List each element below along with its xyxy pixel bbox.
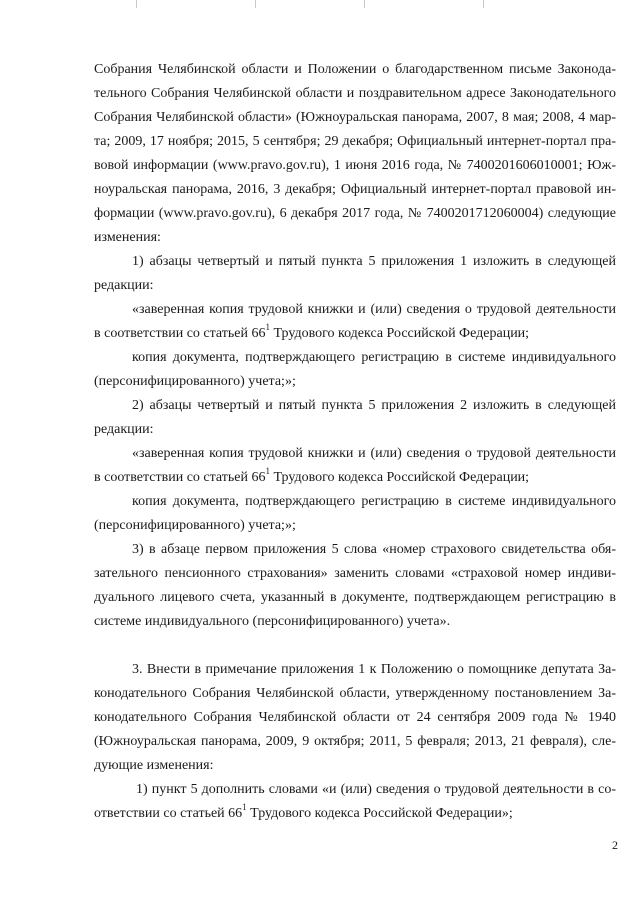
text-line-with-superscript	[94, 466, 616, 487]
text-fragment: в соответствии со статьей 66	[94, 326, 266, 341]
text-line: (Южноуральская панорама, 2009, 9 октября; 2011, 5 февраля; 2013, 21 февраля), сле-	[94, 734, 616, 749]
superscript: 1	[265, 466, 270, 477]
text-line: вовой информации (www.pravo.gov.ru), 1 июня 2016 года, № 7400201606010001; Юж-	[94, 158, 616, 173]
scan-mark	[255, 0, 256, 8]
text-line-with-superscript	[94, 322, 616, 343]
text-line: дующие изменения:	[94, 758, 214, 773]
text-line: (персонифицированного) учета;»;	[94, 518, 296, 533]
text-line: Собрания Челябинской области и Положении о благодарственном письме Законода-	[94, 62, 616, 77]
text-line: изменения:	[94, 230, 161, 245]
text-fragment: Трудового кодекса Российской Федерации;	[270, 326, 530, 341]
text-line: конодательного Собрания Челябинской области от 24 сентября 2009 года № 1940	[94, 710, 616, 725]
text-line-with-superscript	[94, 802, 616, 823]
text-fragment: в соответствии со статьей 66	[94, 470, 266, 485]
text-line: дуального лицевого счета, указанный в документе, подтверждающем регистрацию в	[94, 590, 616, 605]
text-fragment: ответствии со статьей 66	[94, 806, 243, 821]
text-line: системе индивидуального (персонифицированного) учета».	[94, 614, 451, 629]
text-fragment: Трудового кодекса Российской Федерации»;	[246, 806, 513, 821]
text-line: формации (www.pravo.gov.ru), 6 декабря 2017 года, № 7400201712060004) следующие	[94, 206, 616, 221]
text-line: конодательного Собрания Челябинской области, утвержденному постановлением За-	[94, 686, 616, 701]
scan-mark	[483, 0, 484, 8]
text-line: та; 2009, 17 ноября; 2015, 5 сентября; 29 декабря; Официальный интернет-портал пра-	[94, 134, 616, 149]
text-line: редакции:	[94, 278, 154, 293]
page-number: 2	[612, 838, 618, 852]
text-line: 2) абзацы четвертый и пятый пункта 5 приложения 2 изложить в следующей	[132, 398, 616, 413]
text-line: 1) пункт 5 дополнить словами «и (или) сведения о трудовой деятельности в со-	[136, 782, 616, 797]
scan-mark	[136, 0, 137, 8]
text-line: «заверенная копия трудовой книжки и (или) сведения о трудовой деятельности	[132, 302, 616, 317]
text-line: ноуральская панорама, 2016, 3 декабря; Официальный интернет-портал правовой ин-	[94, 182, 616, 197]
superscript: 1	[265, 322, 270, 333]
superscript: 1	[242, 802, 247, 813]
text-line: тельного Собрания Челябинской области и поздравительном адресе Законодательного	[94, 86, 616, 101]
text-line: копия документа, подтверждающего регистрацию в системе индивидуального	[132, 350, 616, 365]
text-line: Собрания Челябинской области» (Южноуральская панорама, 2007, 8 мая; 2008, 4 мар-	[94, 110, 616, 125]
scan-mark	[364, 0, 365, 8]
text-line: 3. Внести в примечание приложения 1 к Положению о помощнике депутата За-	[132, 662, 616, 677]
text-line: 1) абзацы четвертый и пятый пункта 5 приложения 1 изложить в следующей	[132, 254, 616, 269]
text-line: зательного пенсионного страхования» заменить словами «страховой номер индиви-	[94, 566, 616, 581]
text-line: (персонифицированного) учета;»;	[94, 374, 296, 389]
text-line: 3) в абзаце первом приложения 5 слова «номер страхового свидетельства обя-	[132, 542, 616, 557]
text-line: «заверенная копия трудовой книжки и (или) сведения о трудовой деятельности	[132, 446, 616, 461]
text-line: редакции:	[94, 422, 154, 437]
text-line: копия документа, подтверждающего регистрацию в системе индивидуального	[132, 494, 616, 509]
text-fragment: Трудового кодекса Российской Федерации;	[270, 470, 530, 485]
